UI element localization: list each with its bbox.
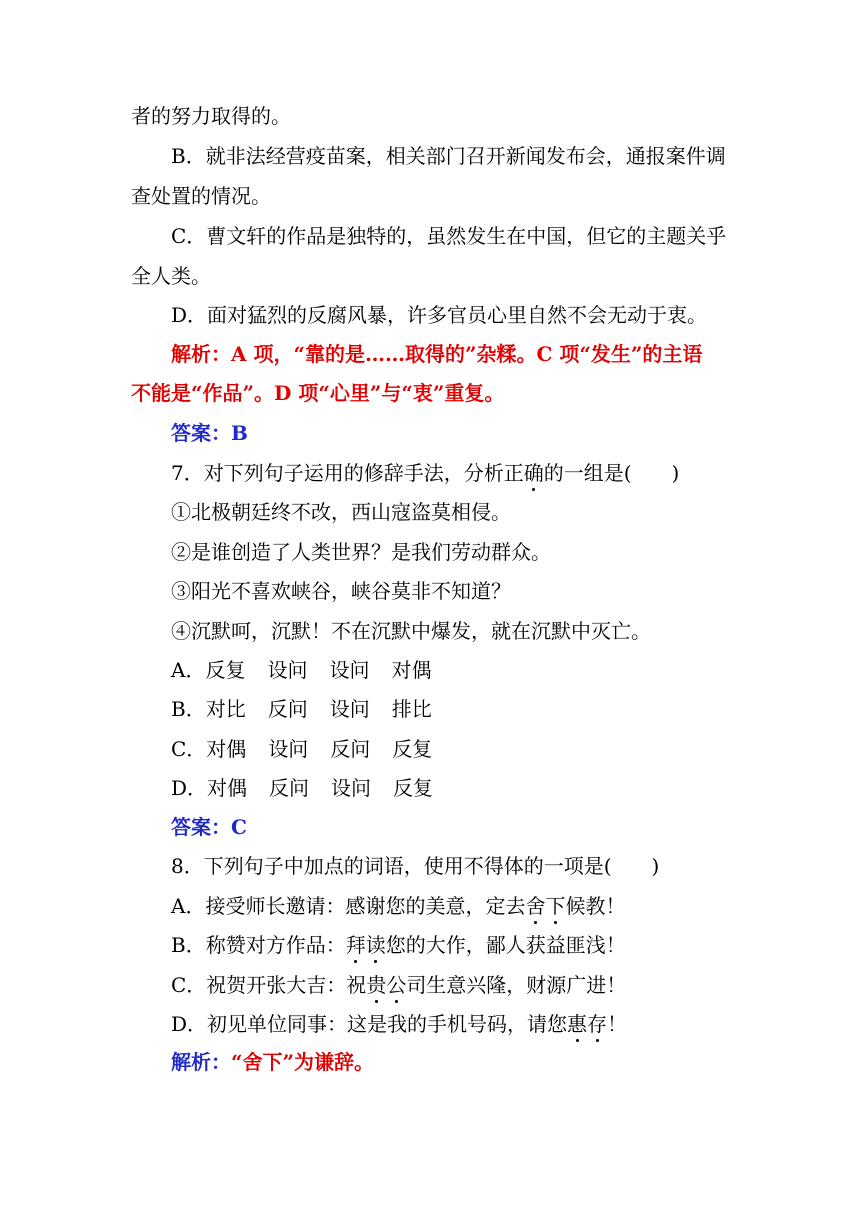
dotted-char: 读 [365,933,386,957]
option-c-continuation: 全人类。 [131,264,211,288]
sentence-4: ④沉默呵，沉默！不在沉默中爆发，就在沉默中灭亡。 [171,619,651,643]
option-term: 设问 [331,776,372,800]
question-7-text-end: 的一组是( ) [543,461,680,485]
dotted-char: 舍 [525,894,546,918]
option-term: 反复 [393,776,434,800]
dotted-char: 存 [587,1012,608,1036]
option-term: 反问 [267,697,308,721]
q8-option-d [171,1010,627,1038]
option-text: 候教！ [565,894,626,918]
option-term: 设问 [267,658,308,682]
q8-option-b [171,931,626,959]
sentence-1: ①北极朝廷终不改，西山寇盗莫相侵。 [171,500,511,524]
option-term: A．反复 [171,658,246,682]
option-a-continuation: 者的努力取得的。 [131,104,291,128]
dotted-char: 惠 [567,1012,588,1036]
option-term: 反问 [269,776,310,800]
analysis-q6: 解析：A 项，“靠的是……取得的”杂糅。C 项“发生”的主语 [171,342,703,366]
question-7-text-start: 7．对下列句子运用的修辞手法，分析正 [171,461,524,485]
option-text: D．初见单位同事：这是我的手机号码，请您 [171,1012,568,1036]
dotted-char: 下 [545,894,566,918]
sentence-2: ②是谁创造了人类世界？是我们劳动群众。 [171,540,551,564]
dotted-char: 拜 [345,933,366,957]
option-text: C．祝贺开张大吉：祝 [171,973,367,997]
option-d: D．面对猛烈的反腐风暴，许多官员心里自然不会无动于衷。 [171,303,708,327]
option-term: C．对偶 [171,737,247,761]
answer-q7: 答案：C [171,815,247,839]
option-term: 设问 [268,737,309,761]
q7-option-a [171,656,431,684]
option-term: 反复 [392,737,433,761]
option-term: D．对偶 [171,776,248,800]
option-text: ！ [607,1012,628,1036]
question-7 [171,459,679,487]
question-8: 8．下列句子中加点的词语，使用不得体的一项是( ) [171,854,660,878]
option-c: C．曹文轩的作品是独特的，虽然发生在中国，但它的主题关乎 [171,224,727,248]
option-b-continuation: 查处置的情况。 [131,184,271,208]
option-text: B．称赞对方作品： [171,933,346,957]
q8-option-c [171,971,626,999]
option-text: 司生意兴隆，财源广进！ [406,973,627,997]
sentence-3: ③阳光不喜欢峡谷，峡谷莫非不知道？ [171,579,511,603]
dotted-char: 确 [523,461,544,485]
q7-option-c [171,735,432,763]
q7-option-d [171,774,433,802]
dotted-char: 公 [386,973,407,997]
option-b: B．就非法经营疫苗案，相关部门召开新闻发布会，通报案件调 [171,144,726,168]
option-term: 对偶 [391,658,432,682]
analysis-q8 [171,1048,374,1076]
option-term: B．对比 [171,697,246,721]
dotted-char: 贵 [366,973,387,997]
option-term: 设问 [329,697,370,721]
option-term: 设问 [329,658,370,682]
option-term: 排比 [391,697,432,721]
analysis-q6-continuation: 不能是“作品”。D 项“心里”与“衷”重复。 [131,381,505,405]
option-text: 您的大作，鄙人获益匪浅！ [385,933,626,957]
option-text: A．接受师长邀请：感谢您的美意，定去 [171,894,526,918]
option-term: 反问 [330,737,371,761]
q8-option-a [171,892,625,920]
answer-q6: 答案：B [171,421,248,445]
analysis-q8-text: 解析：“舍下”为谦辞。 [171,1050,375,1074]
q7-option-b [171,695,432,723]
